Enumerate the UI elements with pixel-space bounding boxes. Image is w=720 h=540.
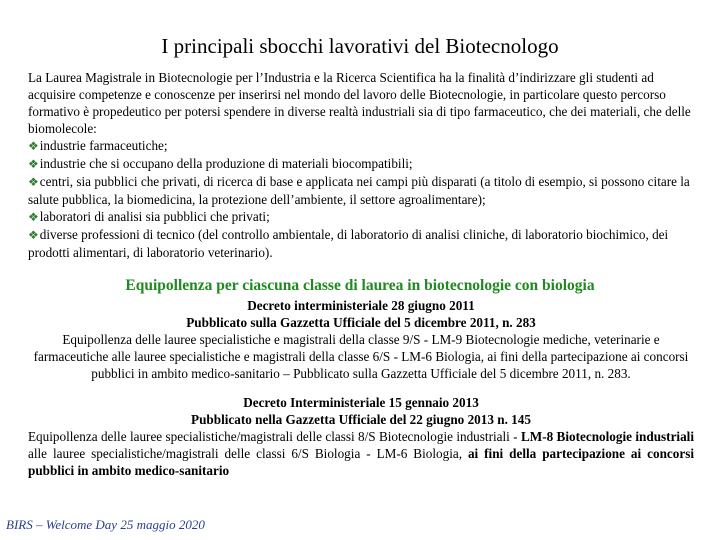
decree-2013-body-bold: LM-8 Biotecnologie industriali — [520, 429, 695, 444]
list-item — [28, 173, 694, 208]
page-title: I principali sbocchi lavorativi del Biotecnologo — [161, 34, 559, 58]
list-item-text: laboratori di analisi sia pubblici che privati; — [39, 209, 270, 224]
intro-paragraph: La Laurea Magistrale in Biotecnologie per l’Industria e la Ricerca Scientifica ha la finalità d’indirizzare gli studenti ad acquisire competenze e conoscenze per inserirsi nel mondo del lavoro delle Biotecnologie, in particolare questo percorso formativo è propedeutico per potersi spendere in diverse realtà industriali sia di tipo farmaceutico, che dei materiali, che delle biomolecole: — [28, 70, 691, 136]
decree-2011-block — [28, 297, 694, 382]
decree-2013-body-text: Equipollenza delle lauree specialistiche/magistrali delle classi 8/S Biotecnologie industriali - — [28, 429, 521, 444]
diamond-bullet-icon: ❖ — [28, 157, 39, 171]
list-item-text: centri, sia pubblici che privati, di ricerca di base e applicata nei campi più disparati (a titolo di esempio, si possono citare la salute pubblica, la biomedicina, la protezione dell’ambiente, il settore agroalimentare); — [28, 174, 690, 207]
decree-2013-title: Decreto Interministeriale 15 gennaio 2013 — [243, 395, 479, 410]
decree-2013-published: Pubblicato nella Gazzetta Ufficiale del 22 giugno 2013 n. 145 — [191, 412, 531, 427]
equipollenza-heading: Equipollenza per ciascuna classe di laurea in biotecnologie con biologia — [125, 277, 595, 294]
list-item-text: industrie farmaceutiche; — [39, 138, 168, 153]
diamond-bullet-icon: ❖ — [28, 139, 39, 153]
decree-2013-body-bold: ai fini della partecipazione ai concorsi pubblici in ambito medico-sanitario — [28, 446, 695, 478]
list-item — [28, 137, 694, 155]
diamond-bullet-icon: ❖ — [28, 175, 39, 189]
decree-2013-body-text: alle lauree specialistiche/magistrali delle classi 6/S Biologia - LM-6 Biologia, — [28, 446, 468, 461]
list-item-text: diverse professioni di tecnico (del controllo ambientale, di laboratorio di analisi cliniche, di laboratorio biochimico, dei prodotti alimentari, di laboratorio veterinario). — [28, 227, 669, 260]
decree-2013-block — [28, 394, 694, 479]
decree-2011-published: Pubblicato sulla Gazzetta Ufficiale del 5 dicembre 2011, n. 283 — [186, 315, 536, 330]
diamond-bullet-icon: ❖ — [28, 210, 39, 224]
list-item — [28, 155, 694, 173]
decree-2013-body — [28, 428, 694, 479]
intro-section — [28, 69, 694, 261]
list-item-text: industrie che si occupano della produzione di materiali biocompatibili; — [39, 156, 413, 171]
decree-2011-title: Decreto interministeriale 28 giugno 2011 — [247, 298, 475, 313]
list-item — [28, 226, 694, 261]
diamond-bullet-icon: ❖ — [28, 228, 39, 242]
decree-2011-body: Equipollenza delle lauree specialistiche e magistrali della classe 9/S - LM-9 Biotecnologie mediche, veterinarie e farmaceutiche alle lauree specialistiche e magistrali della classe 6/S - LM-6 Biologia, ai fini della partecipazione ai concorsi pubblici in ambito medico-sanitario – Pubblicato sulla Gazzetta Ufficiale del 5 dicembre 2011, n. 283. — [33, 332, 689, 381]
list-item — [28, 208, 694, 226]
footer-caption: BIRS – Welcome Day 25 maggio 2020 — [6, 517, 205, 532]
